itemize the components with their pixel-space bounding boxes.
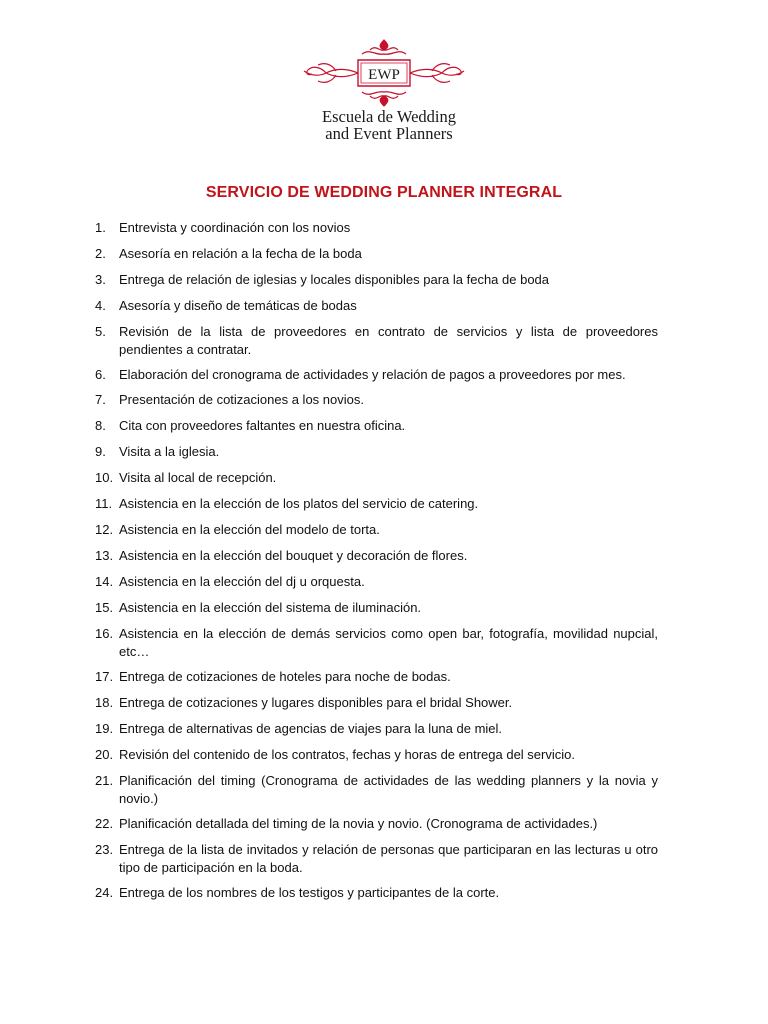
list-item (95, 547, 658, 565)
logo-name-line-2: and Event Planners (325, 124, 453, 143)
school-logo (0, 38, 768, 142)
list-item (95, 573, 658, 591)
item-text: Presentación de cotizaciones a los novios. (119, 392, 364, 407)
list-item (95, 521, 658, 539)
item-text: Asesoría y diseño de temáticas de bodas (119, 298, 357, 313)
list-item (95, 815, 658, 833)
list-item (95, 297, 658, 315)
item-text: Entrega de relación de iglesias y locales disponibles para la fecha de boda (119, 272, 550, 287)
item-number: 1. (95, 220, 106, 235)
item-text: Asistencia en la elección del bouquet y decoración de flores. (119, 548, 468, 563)
page-title: SERVICIO DE WEDDING PLANNER INTEGRAL (205, 184, 563, 201)
item-text: Revisión del contenido de los contratos, fechas y horas de entrega del servicio. (119, 747, 575, 762)
item-number: 7. (95, 392, 106, 407)
list-item (95, 391, 658, 409)
list-item (95, 772, 658, 808)
item-text: Entrega de cotizaciones de hoteles para noche de bodas. (119, 669, 451, 684)
item-number: 22. (95, 816, 114, 831)
item-number: 24. (95, 885, 114, 900)
item-text: Planificación del timing (Cronograma de actividades de las wedding planners y la novia y novio.) (119, 773, 658, 806)
item-text: Asistencia en la elección de los platos del servicio de catering. (119, 496, 479, 511)
logo-name-line-1: Escuela de Wedding (322, 107, 456, 126)
list-item (95, 323, 658, 359)
item-number: 23. (95, 842, 114, 857)
list-item (95, 271, 658, 289)
item-text: Cita con proveedores faltantes en nuestra oficina. (119, 418, 406, 433)
item-number: 19. (95, 721, 114, 736)
services-list (95, 219, 658, 910)
item-number: 9. (95, 444, 106, 459)
item-text: Visita a la iglesia. (119, 444, 220, 459)
item-number: 11. (95, 496, 113, 511)
item-number: 13. (95, 548, 114, 563)
item-number: 16. (95, 626, 114, 641)
list-item (95, 245, 658, 263)
ornamental-frame-icon (296, 38, 472, 108)
item-number: 21. (95, 773, 114, 788)
item-number: 17. (95, 669, 114, 684)
list-item (95, 746, 658, 764)
item-number: 2. (95, 246, 106, 261)
item-text: Entrega de la lista de invitados y relación de personas que participaran en las lecturas u otro tipo de participación en la boda. (119, 842, 658, 875)
list-item (95, 599, 658, 617)
item-text: Entrega de los nombres de los testigos y participantes de la corte. (119, 885, 500, 900)
item-text: Entrega de cotizaciones y lugares disponibles para el bridal Shower. (119, 695, 513, 710)
item-number: 15. (95, 600, 114, 615)
item-text: Asistencia en la elección del dj u orquesta. (119, 574, 365, 589)
item-number: 6. (95, 367, 106, 382)
list-item (95, 417, 658, 435)
item-text: Entrega de alternativas de agencias de viajes para la luna de miel. (119, 721, 503, 736)
list-item (95, 625, 658, 661)
item-text: Revisión de la lista de proveedores en contrato de servicios y lista de proveedores pendientes a contratar. (119, 324, 658, 357)
item-text: Entrevista y coordinación con los novios (119, 220, 351, 235)
item-text: Asistencia en la elección de demás servicios como open bar, fotografía, movilidad nupcial, etc… (119, 626, 658, 659)
list-item (95, 219, 658, 237)
item-text: Asistencia en la elección del modelo de torta. (119, 522, 380, 537)
list-item (95, 884, 658, 902)
item-number: 20. (95, 747, 114, 762)
list-item (95, 694, 658, 712)
list-item (95, 495, 658, 513)
item-number: 8. (95, 418, 106, 433)
item-number: 5. (95, 324, 106, 339)
item-text: Elaboración del cronograma de actividades y relación de pagos a proveedores por mes. (119, 367, 626, 382)
list-item (95, 443, 658, 461)
item-number: 10. (95, 470, 114, 485)
item-text: Planificación detallada del timing de la novia y novio. (Cronograma de actividades.) (119, 816, 598, 831)
item-text: Asesoría en relación a la fecha de la boda (119, 246, 362, 261)
logo-monogram: EWP (368, 67, 400, 83)
item-number: 4. (95, 298, 106, 313)
list-item (95, 366, 658, 384)
list-item (95, 841, 658, 877)
item-number: 3. (95, 272, 106, 287)
list-item (95, 668, 658, 686)
list-item (95, 720, 658, 738)
item-number: 12. (95, 522, 114, 537)
item-number: 14. (95, 574, 114, 589)
item-text: Asistencia en la elección del sistema de iluminación. (119, 600, 422, 615)
item-number: 18. (95, 695, 114, 710)
item-text: Visita al local de recepción. (119, 470, 277, 485)
list-item (95, 469, 658, 487)
